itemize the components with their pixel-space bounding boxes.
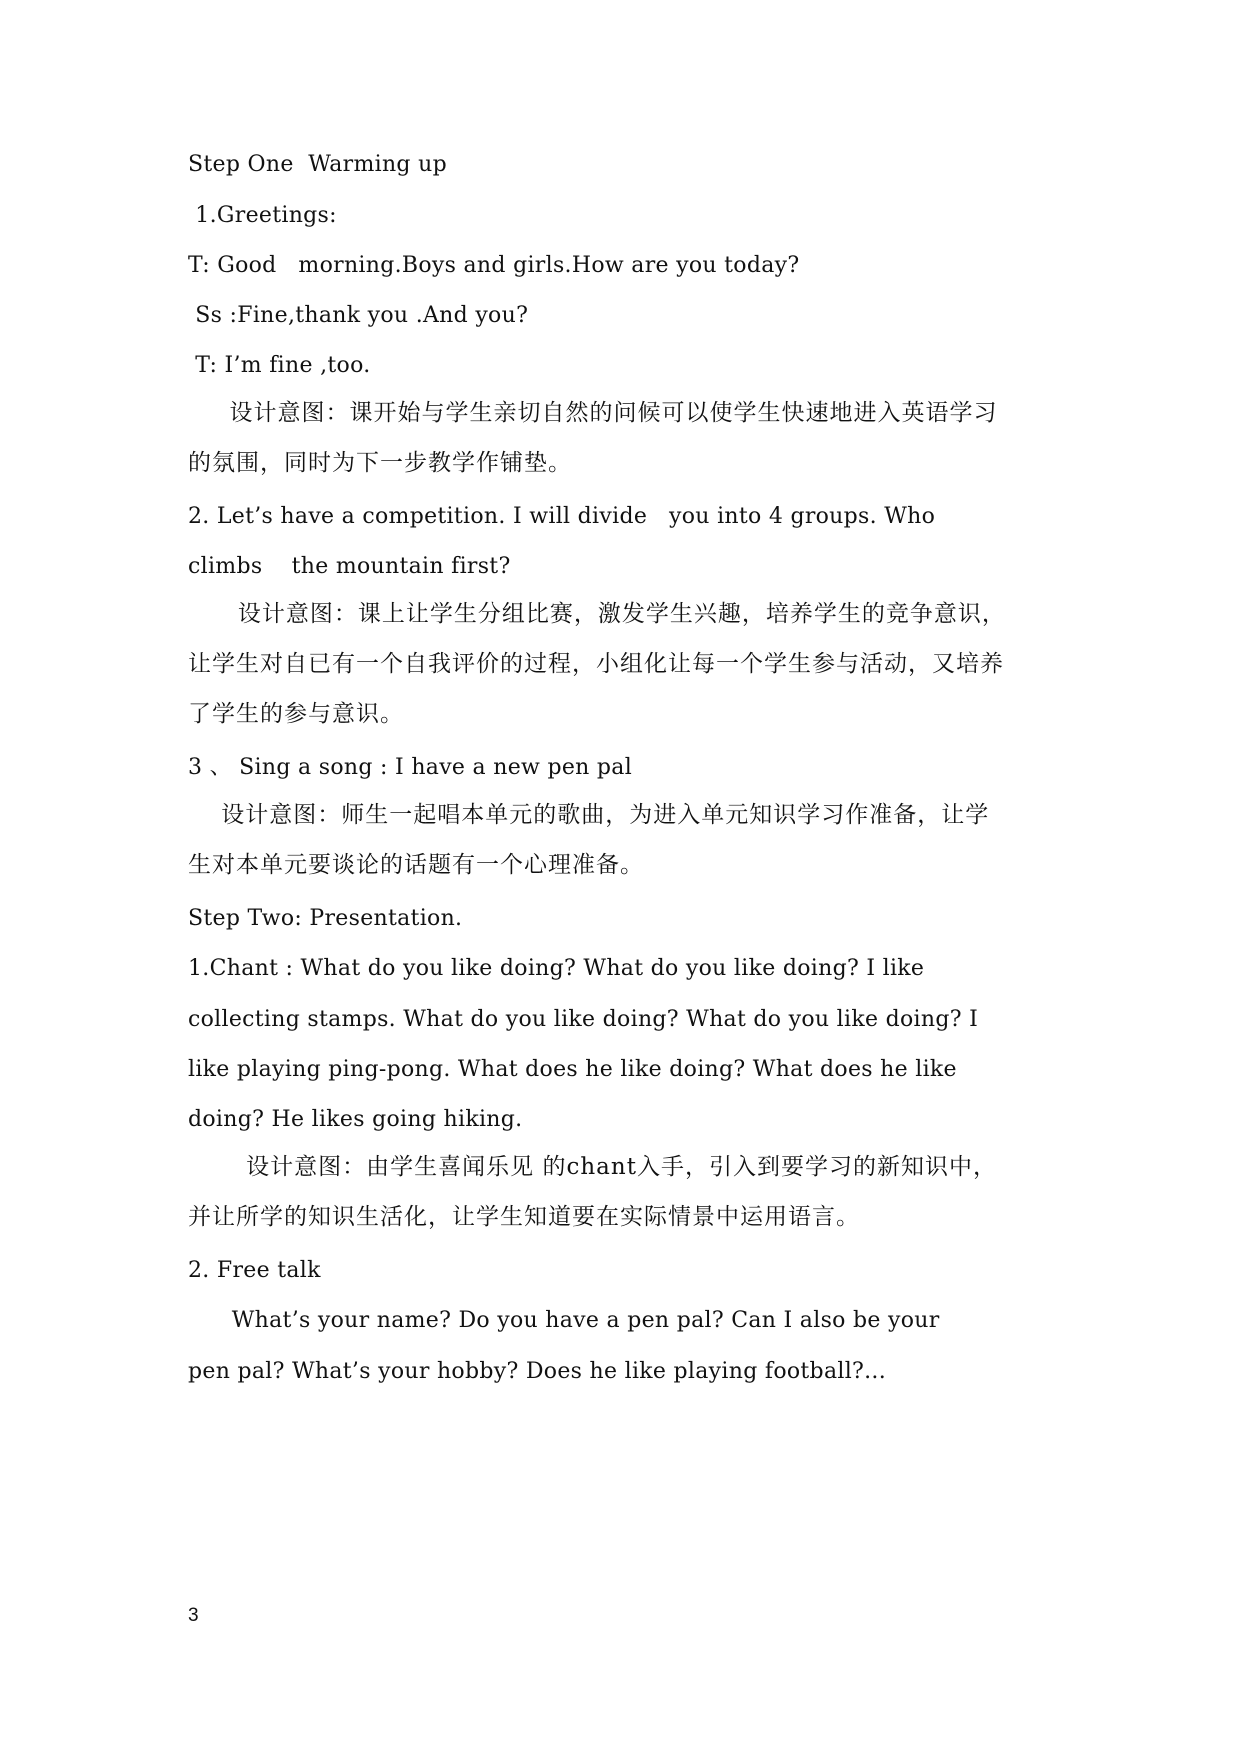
dialogue-line: T: I’m fine ,too. — [188, 353, 371, 378]
activity-text: 2. Let’s have a competition. I will divide you into 4 groups. Who — [188, 504, 936, 529]
design-intent-text: 生对本单元要谈论的话题有一个心理准备。 — [188, 852, 644, 878]
design-intent-text: 让学生对自已有一个自我评价的过程，小组化让每一个学生参与活动，又培养 — [188, 651, 1004, 677]
free-talk-label: 2. Free talk — [188, 1258, 321, 1283]
dialogue-line: Ss :Fine,thank you .And you? — [188, 303, 529, 328]
chant-text: 1.Chant : What do you like doing? What do you like doing? I like — [188, 956, 925, 981]
activity-text: climbs the mountain first? — [188, 554, 511, 579]
chant-text: like playing ping-pong. What does he like doing? What does he like — [188, 1057, 957, 1082]
design-intent-text: 设计意图：课上让学生分组比赛，激发学生兴趣，培养学生的竞争意识， — [188, 601, 1006, 627]
free-talk-text: pen pal? What’s your hobby? Does he like playing football?... — [188, 1359, 887, 1384]
free-talk-text: What’s your name? Do you have a pen pal? Can I also be your — [188, 1308, 940, 1333]
design-intent-text: 的氛围，同时为下一步教学作铺垫。 — [188, 450, 572, 476]
design-intent-text: 设计意图：师生一起唱本单元的歌曲，为进入单元知识学习作准备，让学 — [188, 802, 990, 828]
design-intent-text: 并让所学的知识生活化，让学生知道要在实际情景中运用语言。 — [188, 1204, 860, 1230]
design-intent-text: 了学生的参与意识。 — [188, 701, 404, 727]
page-number: 3 — [188, 1605, 199, 1626]
chant-text: doing? He likes going hiking. — [188, 1107, 523, 1132]
design-intent-text: 设计意图：课开始与学生亲切自然的问候可以使学生快速地进入英语学习 — [188, 400, 998, 426]
heading-step-one: Step One Warming up — [188, 152, 447, 177]
chant-text: collecting stamps. What do you like doing? What do you like doing? I — [188, 1007, 979, 1032]
dialogue-line: T: Good morning.Boys and girls.How are you today? — [188, 253, 800, 278]
heading-step-two: Step Two: Presentation. — [188, 906, 463, 931]
activity-text: 3 、 Sing a song : I have a new pen pal — [188, 755, 633, 780]
greetings-label: 1.Greetings: — [188, 203, 337, 228]
design-intent-text: 设计意图：由学生喜闻乐见 的chant入手，引入到要学习的新知识中， — [188, 1154, 997, 1180]
